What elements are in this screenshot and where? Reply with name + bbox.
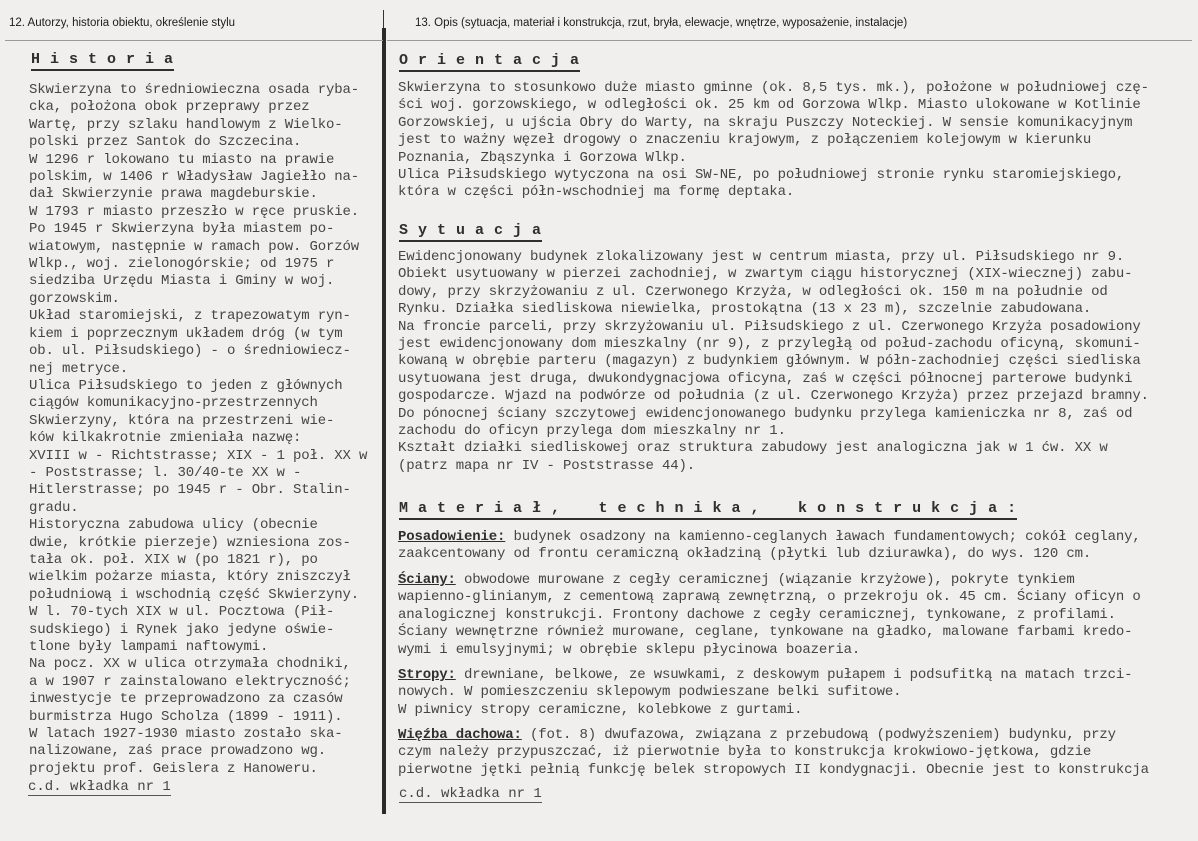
right-continued-note: c.d. wkładka nr 1 [399,786,542,802]
left-section-header: 12. Autorzy, historia obiektu, określenie stylu [9,17,236,29]
sytuacja-heading: S y t u a c j a [399,222,542,242]
orientacja-text: Skwierzyna to stosunkowo duże miasto gminne (ok. 8,5 tys. mk.), położone w południowej czę- ści woj. gorzowskiego, w odległości ok. 25 km od Gorzowa Wlkp. Miasto ulokowane w Kotlinie Gorzowskiej, u ujścia Obry do Warty, na skraju Puszczy Noteckiej. W sensie komunikacyjnym jest to ważny węzeł drogowy o znaczeniu krajowym, z połączeniem kolejowym w kierunku Poznania, Zbąszynka i Gorzowa Wlkp. Ulica Piłsudskiego wytyczona na osi SW-NE, po południowej stronie rynku staromiejskiego, która w części półn-wschodniej ma formę deptaka. [398,80,1149,201]
historia-heading: H i s t o r i a [31,51,174,71]
right-rule [387,40,1192,41]
orientacja-heading: O r i e n t a c j a [399,52,580,72]
sciany-text: obwodowe murowane z cegły ceramicznej (wiązanie krzyżowe), pokryte tynkiem wapienno-glinianym, z cementową zaprawą zewnętrzną, o przekroju ok. 45 cm. Ściany oficyn o analogicznej konstrukcji. Frontony dachowe z cegły ceramicznej, tynkowane, z profilami. Ściany wewnętrzne również murowane, ceglane, tynkowane na gładko, malowane farbami kredo- wymi i emulsyjnymi; w obrębie sklepu płycinowa boazeria. [398,572,1141,658]
stropy-text: drewniane, belkowe, ze wsuwkami, z deskowym pułapem i podsufitką na matach trzci- nowych. W pomieszczeniu sklepowym podwieszane belki sufitowe. W piwnicy stropy ceramiczne, kolebkowe z gurtami. [398,667,1133,718]
column-divider [382,28,386,814]
right-section-header: 13. Opis (sytuacja, materiał i konstrukcja, rzut, bryła, elewacje, wnętrze, wyposażenie, instalacje) [415,17,908,29]
historia-text: Skwierzyna to średniowieczna osada ryba- cka, położona obok przeprawy przez Wartę, przy szlaku handlowym z Wielko- polski przez Santok do Szczecina. W 1296 r lokowano tu miasto na prawie polskim, w 1406 r Władysław Jagiełło na- dał Skwierzynie prawa magdeburskie. W 1793 r miasto przeszło w ręce pruskie. Po 1945 r Skwierzyna była miastem po- wiatowym, następnie w ramach pow. Gorzów Wlkp., woj. zielonogórskie; od 1975 r siedziba Urzędu Miasta i Gminy w woj. gorzowskim. Układ staromiejski, z trapezowatym ryn- kiem i poprzecznym układem dróg (w tym ob. ul. Piłsudskiego) - o średniowiecz- nej metryce. Ulica Piłsudskiego to jeden z głównych ciągów komunikacyjno-przestrzennych Skwierzyny, która na przestrzeni wie- ków kilkakrotnie zmieniała nazwę: XVIII w - Richtstrasse; XIX - 1 poł. XX w - Poststrasse; l. 30/40-te XX w - Hitlerstrasse; po 1945 r - Obr. Stalin- gradu. Historyczna zabudowa ulicy (obecnie dwie, krótkie pierzeje) wzniesiona zos- tała ok. poł. XIX w (po 1821 r), po wielkim pożarze miasta, który zniszczył południową i wschodnią część Skwierzyny. W l. 70-tych XIX w ul. Pocztowa (Pił- sudskiego) i Rynek jako jedyne oświe- tlone były lampami naftowymi. Na pocz. XX w ulica otrzymała chodniki, a w 1907 r zainstalowano elektryczność; inwestycje te przeprowadzono za czasów burmistrza Hugo Scholza (1899 - 1911). W latach 1927-1930 miasto zostało ska- nalizowane, zaś prace prowadzono wg. projektu prof. Geislera z Hanoweru. [29,82,368,777]
wiezba-paragraph [398,727,1149,779]
posadowienie-paragraph [398,529,1141,564]
stropy-paragraph [398,667,1132,719]
wiezba-label: Więźba dachowa: [398,727,522,743]
left-rule [5,40,383,41]
sciany-paragraph [398,572,1141,659]
left-continued-note: c.d. wkładka nr 1 [28,779,171,795]
stropy-label: Stropy: [398,667,456,683]
sciany-label: Ściany: [398,572,456,588]
posadowienie-text: budynek osadzony na kamienno-ceglanych ławach fundamentowych; cokół ceglany, zaakcentowany od frontu ceramiczną okładziną (płytki lub dziurawka), do wys. 120 cm. [398,529,1141,563]
divider-tick [383,10,384,28]
wiezba-text: (fot. 8) dwufazowa, związana z przebudową (podwyższeniem) budynku, przy czym należy przypuszczać, iż pierwotnie była to konstrukcja krokwiowo-jętkowa, gdzie pierwotne jętki pełnią funkcję belek stropowych II kondygnacji. Obecnie jest to konstrukcja [398,727,1149,778]
posadowienie-label: Posadowienie: [398,529,506,545]
sytuacja-text: Ewidencjonowany budynek zlokalizowany jest w centrum miasta, przy ul. Piłsudskiego nr 9. Obiekt usytuowany w pierzei zachodniej, w zwartym ciągu historycznej (XIX-wiecznej) zabu- dowy, przy skrzyżowaniu z ul. Czerwonego Krzyża, w odległości ok. 150 m na południe od Rynku. Działka siedliskowa niewielka, prostokątna (13 x 23 m), szczelnie zabudowana. Na froncie parceli, przy skrzyżowaniu ul. Piłsudskiego z ul. Czerwonego Krzyża posadowiony jest ewidencjonowany dom mieszkalny (nr 9), z przyległą od połud-zachodu oficyną, skomuni- kowaną w obrębie parteru (magazyn) z budynkiem głównym. W półn-zachodniej części siedliska usytuowana jest druga, dwukondygnacjowa oficyna, zaś w części północnej parterowe budynki gospodarcze. Wjazd na podwórze od południa (z ul. Czerwonego Krzyża) przez przejazd bramny. Do pónocnej ściany szczytowej ewidencjonowanego budynku przylega kamieniczka nr 8, zaś od zachodu do oficyn przylega dom mieszkalny nr 1. Kształt działki siedliskowej oraz struktura zabudowy jest analogiczna jak w 1 ćw. XX w (patrz mapa nr IV - Poststrasse 44). [398,249,1149,474]
material-heading: M a t e r i a ł , t e c h n i k a , k o n s t r u k c j a : [399,500,1017,520]
